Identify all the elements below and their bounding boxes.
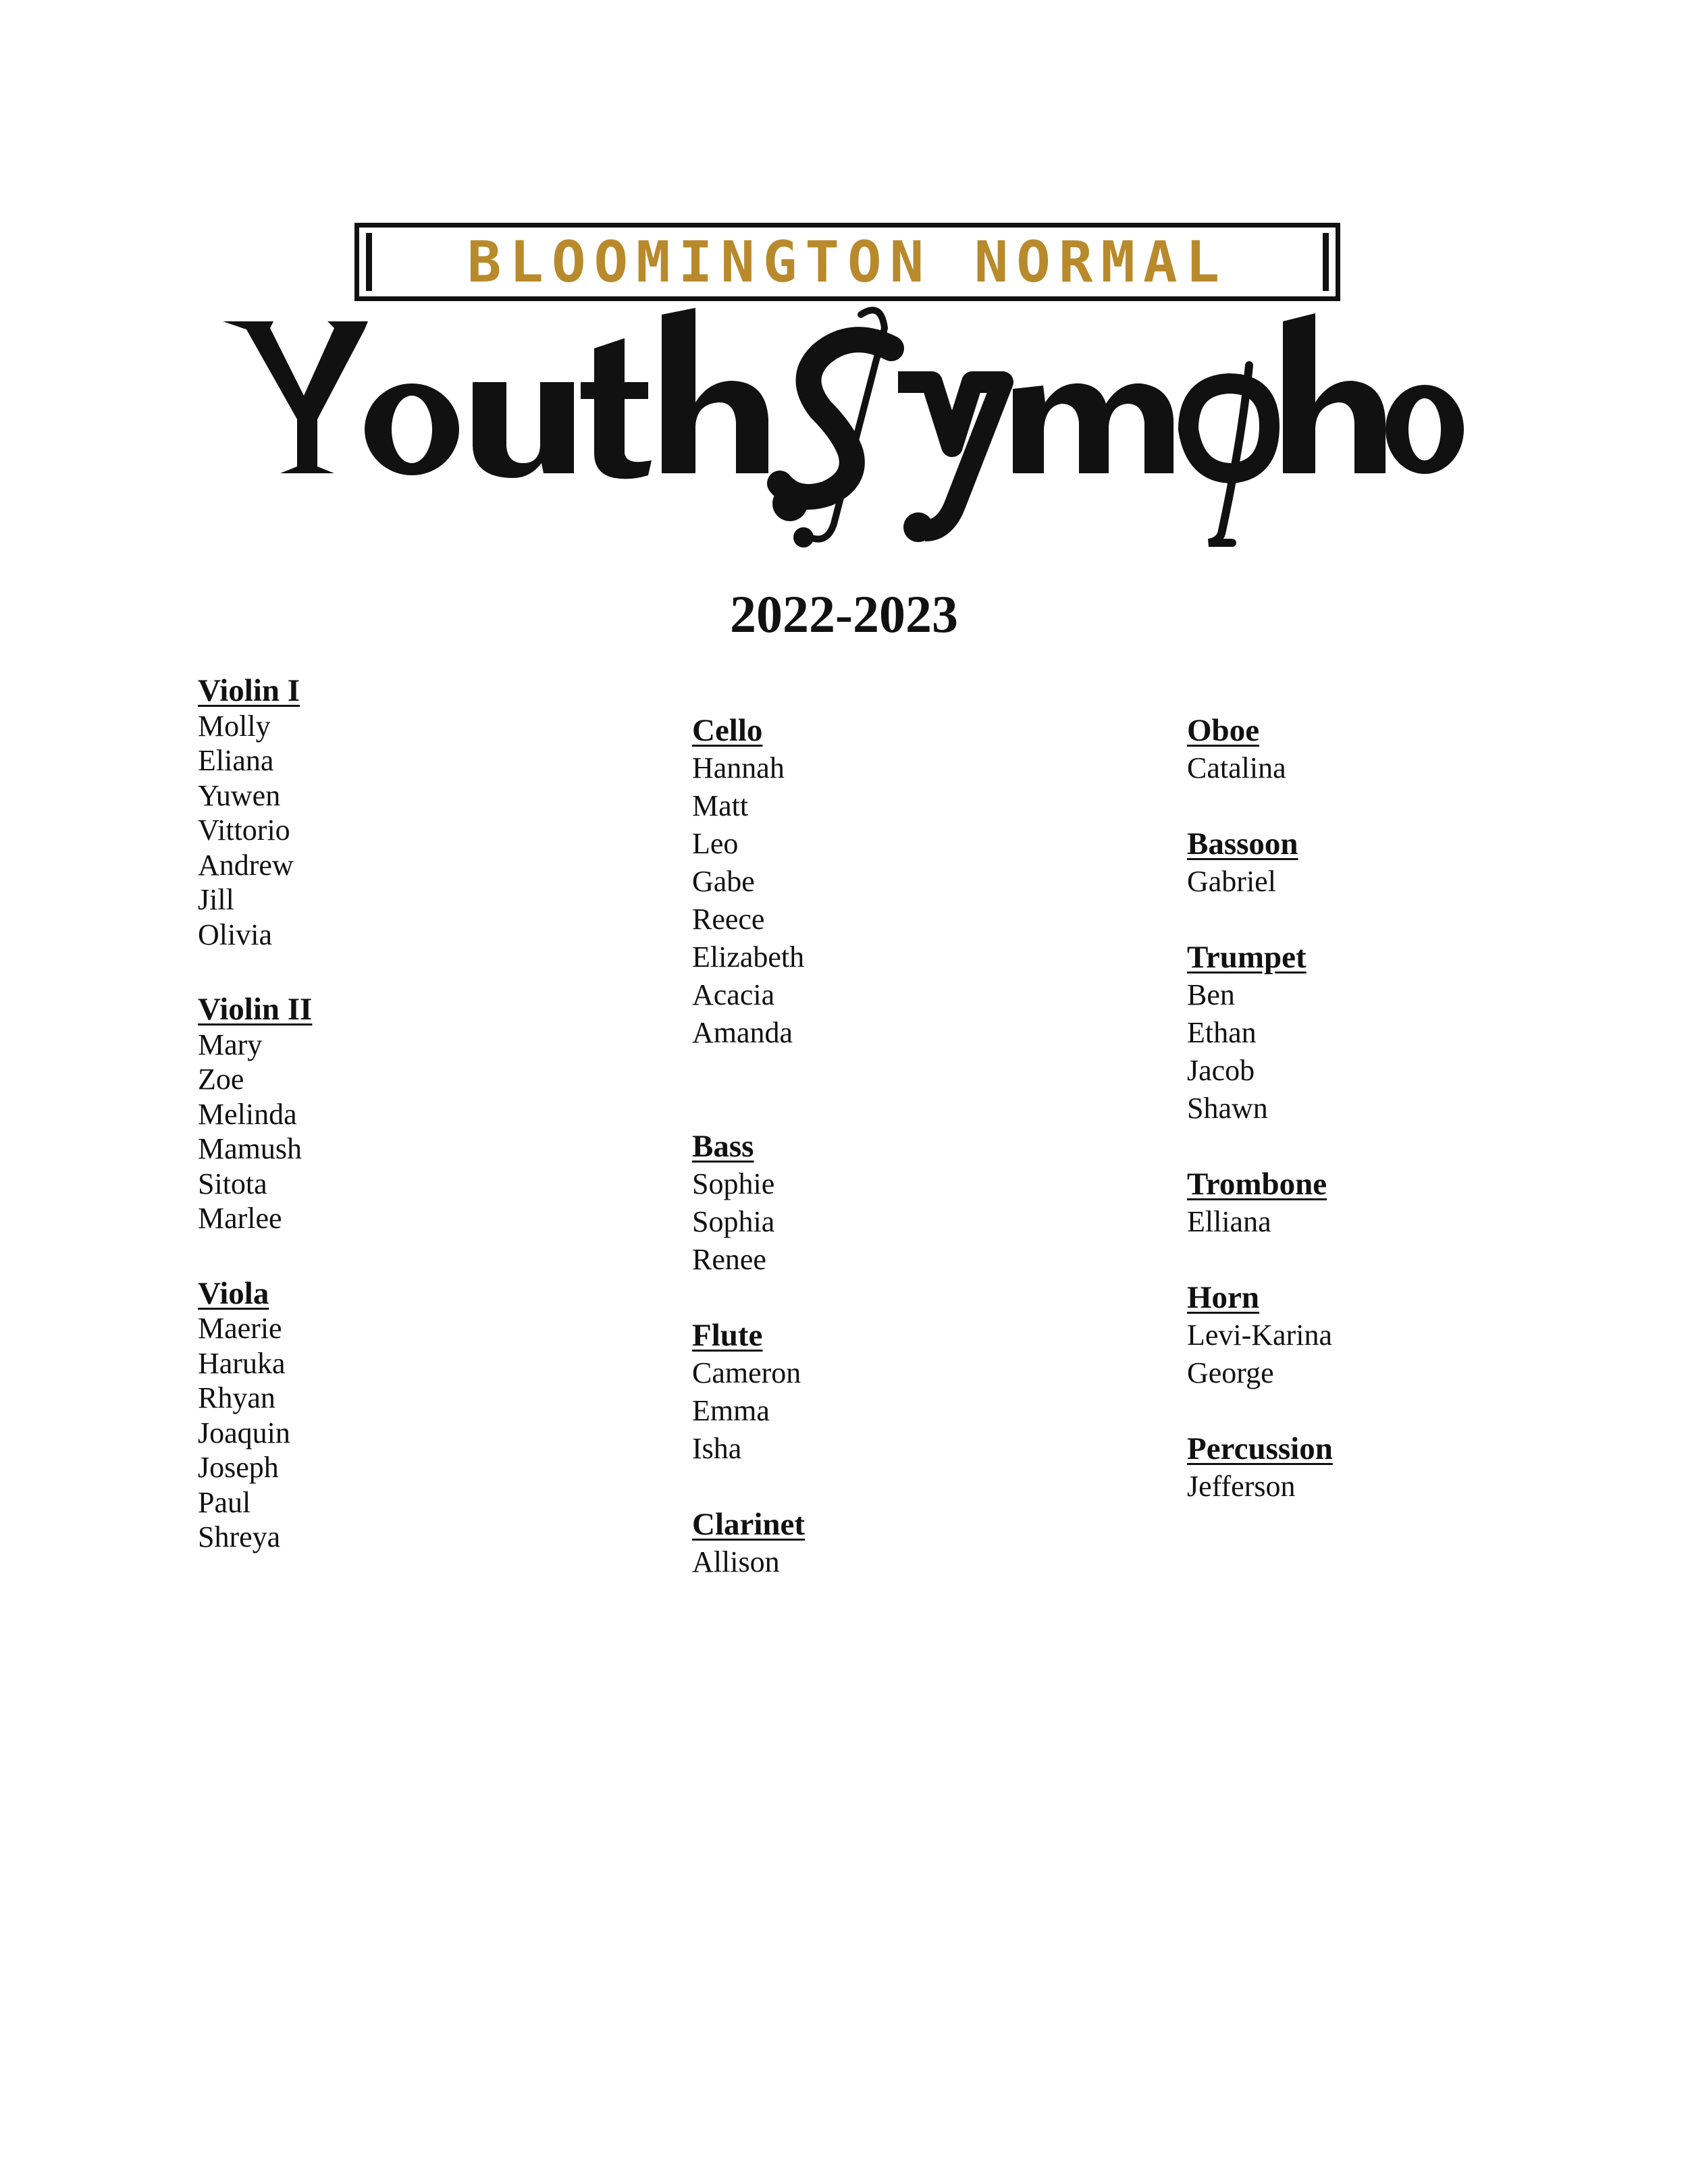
member-list bbox=[1187, 976, 1619, 1127]
member-name: Mary bbox=[198, 1028, 263, 1061]
spacer bbox=[1187, 1241, 1619, 1279]
member-name: Joseph bbox=[198, 1451, 279, 1484]
member-list bbox=[692, 1354, 1124, 1468]
member-name: Leo bbox=[692, 827, 739, 860]
spacer bbox=[1187, 901, 1619, 938]
member-name: Maerie bbox=[198, 1312, 282, 1345]
section-oboe bbox=[1187, 712, 1619, 787]
section-heading: Flute bbox=[692, 1318, 763, 1353]
section-horn bbox=[1187, 1279, 1619, 1392]
section-trumpet bbox=[1187, 938, 1619, 1127]
roster-column-strings-upper bbox=[198, 674, 630, 1555]
member-list bbox=[1187, 749, 1619, 787]
roster-column-strings-winds bbox=[692, 712, 1124, 1581]
member-name: Eliana bbox=[198, 744, 274, 777]
section-trombone bbox=[1187, 1165, 1619, 1241]
member-name: Cameron bbox=[692, 1356, 801, 1389]
section-heading: Cello bbox=[692, 713, 763, 748]
member-name: Rhyan bbox=[198, 1381, 275, 1414]
roster-column-winds-brass bbox=[1187, 712, 1619, 1506]
member-name: Jill bbox=[198, 883, 234, 916]
member-name: George bbox=[1187, 1356, 1274, 1389]
member-name: Amanda bbox=[692, 1016, 793, 1049]
member-list bbox=[1187, 863, 1619, 901]
member-list bbox=[198, 1028, 630, 1236]
section-heading: Violin I bbox=[198, 673, 300, 708]
member-list bbox=[1187, 1316, 1619, 1392]
section-violin-2 bbox=[198, 992, 630, 1236]
section-cello bbox=[692, 712, 1124, 1052]
member-name: Reece bbox=[692, 903, 765, 936]
member-name: Hannah bbox=[692, 751, 785, 784]
member-name: Ethan bbox=[1187, 1016, 1257, 1049]
member-name: Zoe bbox=[198, 1063, 244, 1096]
member-name: Haruka bbox=[198, 1346, 286, 1380]
season-title: 2022-2023 bbox=[730, 585, 958, 643]
member-list bbox=[692, 1165, 1124, 1279]
section-heading: Trombone bbox=[1187, 1167, 1327, 1202]
member-name: Shreya bbox=[198, 1520, 281, 1553]
section-heading: Bassoon bbox=[1187, 826, 1298, 861]
member-name: Acacia bbox=[692, 978, 775, 1011]
spacer bbox=[692, 1279, 1124, 1316]
spacer bbox=[692, 1052, 1124, 1127]
member-name: Elizabeth bbox=[692, 940, 805, 974]
section-heading: Viola bbox=[198, 1275, 269, 1311]
section-viola bbox=[198, 1277, 630, 1555]
member-name: Melinda bbox=[198, 1097, 297, 1131]
spacer bbox=[1187, 1392, 1619, 1430]
member-name: Andrew bbox=[198, 848, 294, 882]
section-flute bbox=[692, 1316, 1124, 1468]
logo-wordmark bbox=[216, 301, 1485, 558]
section-bassoon bbox=[1187, 825, 1619, 901]
member-name: Isha bbox=[692, 1432, 742, 1465]
member-name: Molly bbox=[198, 709, 271, 743]
member-list bbox=[1187, 1468, 1619, 1506]
member-name: Allison bbox=[692, 1545, 780, 1578]
member-name: Shawn bbox=[1187, 1092, 1268, 1125]
banner-right-bar bbox=[1323, 233, 1329, 291]
member-name: Marlee bbox=[198, 1202, 282, 1235]
member-name: Levi-Karina bbox=[1187, 1319, 1332, 1352]
member-name: Paul bbox=[198, 1485, 251, 1519]
member-list bbox=[692, 1543, 1124, 1581]
member-name: Sophie bbox=[692, 1167, 775, 1200]
member-name: Olivia bbox=[198, 917, 272, 951]
member-list bbox=[692, 749, 1124, 1052]
member-name: Mamush bbox=[198, 1132, 302, 1165]
member-name: Ben bbox=[1187, 978, 1235, 1011]
member-name: Jacob bbox=[1187, 1054, 1255, 1087]
member-list bbox=[1187, 1203, 1619, 1241]
member-name: Gabe bbox=[692, 865, 755, 898]
member-name: Sitota bbox=[198, 1167, 267, 1200]
member-name: Joaquin bbox=[198, 1416, 290, 1449]
spacer bbox=[1187, 1127, 1619, 1165]
banner-text: BLOOMINGTON NORMAL bbox=[467, 229, 1228, 295]
member-list bbox=[198, 1311, 630, 1555]
member-name: Emma bbox=[692, 1394, 770, 1427]
section-clarinet bbox=[692, 1506, 1124, 1581]
spacer bbox=[198, 1236, 630, 1277]
spacer bbox=[198, 952, 630, 992]
youth-symphony-logo bbox=[216, 223, 1485, 574]
banner-left-bar bbox=[366, 233, 372, 291]
section-heading: Bass bbox=[692, 1129, 754, 1164]
section-heading: Trumpet bbox=[1187, 940, 1307, 975]
member-name: Gabriel bbox=[1187, 865, 1276, 898]
logo-banner bbox=[354, 223, 1340, 301]
member-name: Elliana bbox=[1187, 1205, 1271, 1238]
section-heading: Horn bbox=[1187, 1280, 1260, 1315]
section-violin-1 bbox=[198, 674, 630, 952]
member-name: Vittorio bbox=[198, 814, 290, 847]
member-name: Jefferson bbox=[1187, 1470, 1296, 1503]
section-heading: Oboe bbox=[1187, 713, 1260, 748]
section-heading: Clarinet bbox=[692, 1507, 806, 1542]
spacer bbox=[1187, 787, 1619, 825]
section-heading: Percussion bbox=[1187, 1431, 1333, 1466]
section-heading: Violin II bbox=[198, 992, 313, 1027]
member-list bbox=[198, 709, 630, 953]
member-name: Yuwen bbox=[198, 778, 281, 812]
section-bass bbox=[692, 1127, 1124, 1279]
member-name: Renee bbox=[692, 1243, 766, 1276]
member-name: Matt bbox=[692, 789, 749, 822]
section-percussion bbox=[1187, 1430, 1619, 1506]
spacer bbox=[692, 1468, 1124, 1506]
member-name: Catalina bbox=[1187, 751, 1286, 784]
member-name: Sophia bbox=[692, 1205, 775, 1238]
